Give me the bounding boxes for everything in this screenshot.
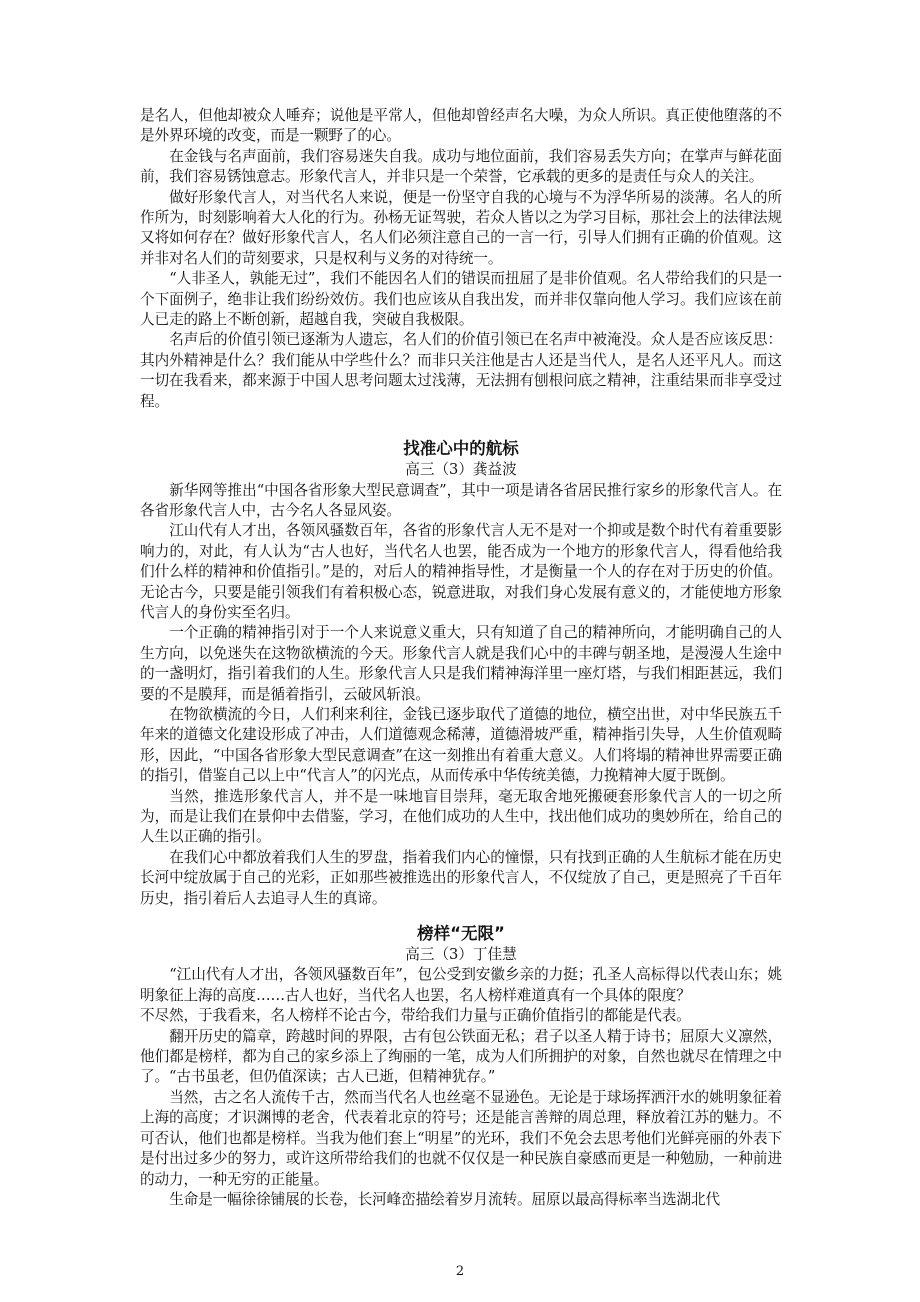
essay-1 [140, 438, 782, 909]
essay-2-paragraph-2: 不尽然，于我看来，名人榜样不论古今，带给我们力量与正确价值指引的都能是代表。 [140, 1007, 691, 1025]
section-a [140, 106, 782, 412]
essay-1-paragraph-5: 当然，推选形象代言人，并不是一味地盲目崇拜，毫无取舍地死搬硬套形象代言人的一切之所为，而是让我们在景仰中去借鉴，学习，在他们成功的人生中，找出他们成功的奥妙所在，给自己的人生以正确的指引。 [140, 787, 782, 846]
essay-1-paragraph-4: 在物欲横流的今日，人们利来利往，金钱已逐步取代了道德的地位，横空出世，对中华民族五千年来的道德文化建设形成了冲击，人们道德观念稀薄，道德滑坡严重，精神指引失导，人生价值观畸形，因此，“中国各省形象大型民意调查”在这一刻推出有着重大意义。人们将塌的精神世界需要正确的指引，借鉴自己以上中“代言人”的闪光点，从而传承中华传统美德，力挽精神大厦于既倒。 [140, 705, 782, 785]
essay-1-paragraph-6: 在我们心中都放着我们人生的罗盘，指着我们内心的憧憬，只有找到正确的人生航标才能在历史长河中绽放属于自己的光彩，正如那些被推选出的形象代言人，不仅绽放了自己，更是照亮了千百年历史，指引着后人去追寻人生的真谛。 [140, 848, 782, 907]
essay-2-paragraph-5: 生命是一幅徐徐铺展的长卷，长河峰峦描绘着岁月流转。屈原以最高得标率当选湖北代 [169, 1190, 720, 1208]
spacer [140, 412, 782, 438]
page-number: 2 [455, 1264, 465, 1279]
essay-2-paragraph-1: “江山代有人才出，各领风骚数百年”，包公受到安徽乡亲的力挺；孔圣人高标得以代表山东；姚明象征上海的高度……古人也好，当代名人也罢，名人榜样难道真有一个具体的限度？ [140, 966, 782, 1004]
section-a-paragraph-5: 名声后的价值引领已逐渐为人遗忘，名人们的价值引领已在名声中被淹没。众人是否应该反思：其内外精神是什么？我们能从中学些什么？而非只关注他是古人还是当代人，是名人还平凡人。而这一切在我看来，都来源于中国人思考问题太过浅薄，无法拥有刨根问底之精神，注重结果而非享受过程。 [140, 331, 782, 410]
section-a-paragraph-2: 在金钱与名声面前，我们容易迷失自我。成功与地位面前，我们容易丢失方向；在掌声与鲜花面前，我们容易锈蚀意志。形象代言人，并非只是一个荣誉，它承载的更多的是责任与众人的关注。 [140, 147, 782, 186]
essay-2 [140, 923, 782, 1210]
essay-2-title: 榜样“无限” [417, 924, 505, 944]
essay-2-paragraph-4: 当然，古之名人流传千古，然而当代名人也丝毫不显逊色。无论是于球场挥洒汗水的姚明象征着上海的高度；才识渊博的老舍，代表着北京的符号；还是能言善辩的周总理，释放着江苏的魅力。不可否认，他们也都是榜样。当我为他们套上“明星”的光环，我们不免会去思考他们光鲜亮丽的外表下是付出过多少的努力，或许这所带给我们的也就不仅仅是一种民族自豪感而更是一种勉励，一种前进的动力，一种无穷的正能量。 [140, 1088, 782, 1188]
document-page [140, 106, 782, 1210]
section-a-paragraph-3: 做好形象代言人，对当代名人来说，便是一份坚守自我的心境与不为浮华所易的淡薄。名人的所作所为，时刻影响着大人化的行为。孙杨无证驾驶，若众人皆以之为学习目标，那社会上的法律法规又将如何存在？做好形象代言人，名人们必须注意自己的一言一行，引导人们拥有正确的价值观。这并非对名人们的苛刻要求，只是权利与义务的对待统一。 [140, 188, 782, 267]
essay-2-author: 高三（3）丁佳慧 [405, 946, 517, 964]
essay-1-paragraph-1: 新华网等推出“中国各省形象大型民意调查”，其中一项是请各省居民推行家乡的形象代言人。在各省形象代言人中，古今名人各显风姿。 [140, 481, 782, 519]
essay-1-paragraph-2: 江山代有人才出，各领风骚数百年，各省的形象代言人无不是对一个抑或是数个时代有着重要影响力的，对此，有人认为“古人也好，当代名人也罢，能否成为一个地方的形象代言人，得看他给我们什么样的精神和价值指引。”是的，对后人的精神指导性，才是衡量一个人的存在对于历史的价值。无论古今，只要是能引领我们有着积极心态，锐意进取，对我们身心发展有意义的，才能使地方形象代言人的身份实至名归。 [140, 522, 782, 621]
section-a-paragraph-1: 是名人，但他却被众人唾弃；说他是平常人，但他却曾经声名大噪，为众人所识。真正使他堕落的不是外界环境的改变，而是一颗野了的心。 [140, 107, 782, 145]
spacer [140, 909, 782, 923]
essay-1-author: 高三（3）龚益波 [405, 461, 517, 479]
essay-1-paragraph-3: 一个正确的精神指引对于一个人来说意义重大，只有知道了自己的精神所向，才能明确自己的人生方向，以免迷失在这物欲横流的今天。形象代言人就是我们心中的丰碑与朝圣地，是漫漫人生途中的一盏明灯，指引着我们的人生。形象代言人只是我们精神海洋里一座灯塔，与我们相距甚远，我们要的不是膜拜，而是循着指引，云破风斩浪。 [140, 624, 782, 703]
essay-2-paragraph-3: 翻开历史的篇章，跨越时间的界限，古有包公铁面无私；君子以圣人精于诗书；屈原大义凛然，他们都是榜样，都为自己的家乡添上了绚丽的一笔，成为人们所拥护的对象，自然也就尽在情理之中了。“古书虽老，但仍值深读；古人已逝，但精神犹存。” [140, 1027, 782, 1086]
section-a-paragraph-4: “人非圣人，孰能无过”，我们不能因名人们的错误而扭屈了是非价值观。名人带给我们的只是一个下面例子，绝非让我们纷纷效仿。我们也应该从自我出发，而并非仅靠向他人学习。我们应该在前人已走的路上不断创新，超越自我，突破自我极限。 [140, 270, 782, 329]
essay-1-title: 找准心中的航标 [403, 439, 519, 459]
